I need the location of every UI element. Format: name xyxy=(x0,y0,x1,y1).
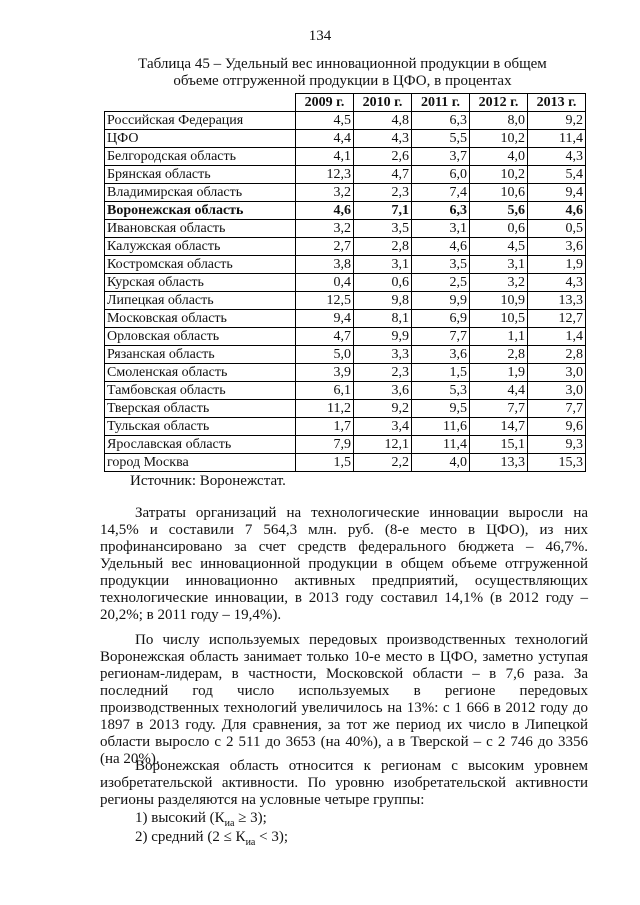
value-cell: 5,0 xyxy=(296,346,354,364)
table-row xyxy=(105,310,586,328)
value-cell: 3,5 xyxy=(412,256,470,274)
table-row xyxy=(105,202,586,220)
value-cell: 12,3 xyxy=(296,166,354,184)
value-cell: 10,2 xyxy=(470,166,528,184)
value-cell: 1,1 xyxy=(470,328,528,346)
value-cell: 7,4 xyxy=(412,184,470,202)
table-row xyxy=(105,274,586,292)
caption-line-2: объеме отгруженной продукции в ЦФО, в процентах xyxy=(173,73,512,89)
value-cell: 3,2 xyxy=(470,274,528,292)
value-cell: 12,7 xyxy=(528,310,586,328)
value-cell: 9,5 xyxy=(412,400,470,418)
value-cell: 3,6 xyxy=(412,346,470,364)
header-2011: 2011 г. xyxy=(412,94,470,112)
list-item-high xyxy=(135,810,267,829)
region-cell: Тамбовская область xyxy=(105,382,296,400)
value-cell: 11,4 xyxy=(412,436,470,454)
value-cell: 2,2 xyxy=(354,454,412,472)
value-cell: 4,3 xyxy=(528,274,586,292)
value-cell: 0,6 xyxy=(354,274,412,292)
value-cell: 2,3 xyxy=(354,184,412,202)
value-cell: 1,7 xyxy=(296,418,354,436)
table-row xyxy=(105,166,586,184)
header-2013: 2013 г. xyxy=(528,94,586,112)
value-cell: 9,4 xyxy=(528,184,586,202)
value-cell: 3,7 xyxy=(412,148,470,166)
value-cell: 4,1 xyxy=(296,148,354,166)
table-row xyxy=(105,346,586,364)
value-cell: 3,2 xyxy=(296,184,354,202)
header-2010: 2010 г. xyxy=(354,94,412,112)
region-cell: Тульская область xyxy=(105,418,296,436)
value-cell: 3,0 xyxy=(528,382,586,400)
table-row xyxy=(105,238,586,256)
value-cell: 6,3 xyxy=(412,202,470,220)
list-item-text: 1) высокий (К xyxy=(135,810,225,826)
table-header-row xyxy=(105,94,586,112)
value-cell: 5,4 xyxy=(528,166,586,184)
value-cell: 8,1 xyxy=(354,310,412,328)
table-row xyxy=(105,400,586,418)
value-cell: 3,1 xyxy=(412,220,470,238)
paragraph-text: По числу используемых передовых производственных технологий Воронежская область занимает только 10-е место в ЦФО, заметно уступая регионам-лидерам, в частности, Московской области – в 7,6 раза. За последний год число используемых в регионе передовых производственных технологий увеличилось на 13%: с 1 666 в 2012 году до 1897 в 2013 году. Для сравнения, за тот же период их число в Липецкой области выросло с 2 511 до 3653 (на 40%), а в Тверской – с 2 746 до 3356 (на 20%). xyxy=(100,632,588,767)
region-cell: Ивановская область xyxy=(105,220,296,238)
region-cell: Ярославская область xyxy=(105,436,296,454)
value-cell: 1,9 xyxy=(470,364,528,382)
header-2009: 2009 г. xyxy=(296,94,354,112)
value-cell: 10,9 xyxy=(470,292,528,310)
table-row xyxy=(105,364,586,382)
value-cell: 7,7 xyxy=(470,400,528,418)
region-cell: город Москва xyxy=(105,454,296,472)
table-row xyxy=(105,382,586,400)
value-cell: 4,7 xyxy=(354,166,412,184)
table-caption xyxy=(100,56,585,90)
table-row xyxy=(105,436,586,454)
region-cell: Белгородская область xyxy=(105,148,296,166)
region-cell: Калужская область xyxy=(105,238,296,256)
value-cell: 14,7 xyxy=(470,418,528,436)
table-row xyxy=(105,112,586,130)
table-row xyxy=(105,148,586,166)
list-item-text: < 3); xyxy=(255,829,288,845)
value-cell: 3,6 xyxy=(528,238,586,256)
value-cell: 1,5 xyxy=(296,454,354,472)
value-cell: 15,1 xyxy=(470,436,528,454)
paragraph-text: Затраты организаций на технологические инновации выросли на 14,5% и составили 7 564,3 млн. руб. (8-е место в ЦФО), из них профинансировано за счет средств федерального бюджета – 46,7%. Удельный вес инновационной продукции в общем объеме отгруженной продукции инновационно активных предприятий, осуществляющих технологические инновации, в 2013 году составил 14,1% (в 2012 году – 20,2%; в 2011 году – 19,4%). xyxy=(100,505,588,623)
list-item-medium xyxy=(135,829,288,848)
value-cell: 12,5 xyxy=(296,292,354,310)
value-cell: 9,9 xyxy=(354,328,412,346)
value-cell: 5,5 xyxy=(412,130,470,148)
table-row xyxy=(105,292,586,310)
region-cell: Липецкая область xyxy=(105,292,296,310)
value-cell: 4,6 xyxy=(528,202,586,220)
table-row xyxy=(105,220,586,238)
value-cell: 4,4 xyxy=(470,382,528,400)
paragraph-1 xyxy=(100,505,588,629)
value-cell: 4,8 xyxy=(354,112,412,130)
paragraph-3 xyxy=(100,758,588,814)
value-cell: 2,8 xyxy=(470,346,528,364)
region-cell: Тверская область xyxy=(105,400,296,418)
value-cell: 1,9 xyxy=(528,256,586,274)
table-source: Источник: Воронежстат. xyxy=(130,473,286,489)
value-cell: 2,3 xyxy=(354,364,412,382)
caption-line-1: Таблица 45 – Удельный вес инновационной продукции в общем xyxy=(138,56,547,72)
value-cell: 6,0 xyxy=(412,166,470,184)
region-cell: Владимирская область xyxy=(105,184,296,202)
value-cell: 13,3 xyxy=(470,454,528,472)
value-cell: 4,5 xyxy=(296,112,354,130)
value-cell: 4,6 xyxy=(296,202,354,220)
table-row xyxy=(105,130,586,148)
value-cell: 3,8 xyxy=(296,256,354,274)
value-cell: 9,3 xyxy=(528,436,586,454)
value-cell: 3,4 xyxy=(354,418,412,436)
value-cell: 10,5 xyxy=(470,310,528,328)
value-cell: 10,6 xyxy=(470,184,528,202)
value-cell: 4,4 xyxy=(296,130,354,148)
paragraph-text: Воронежская область относится к регионам с высоким уровнем изобретательской активности. По уровню изобретательской активности регионы разделяются на условные четыре группы: xyxy=(100,758,588,808)
value-cell: 2,8 xyxy=(354,238,412,256)
list-item-text: ≥ 3); xyxy=(234,810,267,826)
value-cell: 4,3 xyxy=(528,148,586,166)
value-cell: 3,9 xyxy=(296,364,354,382)
value-cell: 9,4 xyxy=(296,310,354,328)
value-cell: 3,5 xyxy=(354,220,412,238)
page-number: 134 xyxy=(308,28,332,44)
value-cell: 11,4 xyxy=(528,130,586,148)
region-cell: Рязанская область xyxy=(105,346,296,364)
value-cell: 3,2 xyxy=(296,220,354,238)
value-cell: 2,5 xyxy=(412,274,470,292)
value-cell: 9,2 xyxy=(528,112,586,130)
table-row xyxy=(105,328,586,346)
value-cell: 4,0 xyxy=(412,454,470,472)
region-cell: Смоленская область xyxy=(105,364,296,382)
value-cell: 13,3 xyxy=(528,292,586,310)
value-cell: 3,6 xyxy=(354,382,412,400)
value-cell: 3,1 xyxy=(354,256,412,274)
value-cell: 15,3 xyxy=(528,454,586,472)
value-cell: 0,4 xyxy=(296,274,354,292)
value-cell: 4,6 xyxy=(412,238,470,256)
value-cell: 4,7 xyxy=(296,328,354,346)
innovation-table xyxy=(104,93,586,472)
value-cell: 1,4 xyxy=(528,328,586,346)
value-cell: 7,1 xyxy=(354,202,412,220)
value-cell: 3,0 xyxy=(528,364,586,382)
value-cell: 9,6 xyxy=(528,418,586,436)
value-cell: 2,8 xyxy=(528,346,586,364)
list-item-text: 2) средний (2 ≤ К xyxy=(135,829,246,845)
value-cell: 5,6 xyxy=(470,202,528,220)
value-cell: 9,9 xyxy=(412,292,470,310)
subscript: иа xyxy=(224,818,235,829)
region-cell: Брянская область xyxy=(105,166,296,184)
table-row xyxy=(105,256,586,274)
value-cell: 4,3 xyxy=(354,130,412,148)
value-cell: 4,5 xyxy=(470,238,528,256)
paragraph-2 xyxy=(100,632,588,773)
value-cell: 9,2 xyxy=(354,400,412,418)
value-cell: 12,1 xyxy=(354,436,412,454)
value-cell: 9,8 xyxy=(354,292,412,310)
value-cell: 3,3 xyxy=(354,346,412,364)
value-cell: 4,0 xyxy=(470,148,528,166)
region-cell: ЦФО xyxy=(105,130,296,148)
value-cell: 11,6 xyxy=(412,418,470,436)
table-body xyxy=(105,112,586,472)
value-cell: 6,9 xyxy=(412,310,470,328)
value-cell: 10,2 xyxy=(470,130,528,148)
value-cell: 6,3 xyxy=(412,112,470,130)
table-row xyxy=(105,418,586,436)
value-cell: 0,5 xyxy=(528,220,586,238)
value-cell: 7,7 xyxy=(412,328,470,346)
region-cell: Воронежская область xyxy=(105,202,296,220)
table-row xyxy=(105,184,586,202)
region-cell: Орловская область xyxy=(105,328,296,346)
value-cell: 8,0 xyxy=(470,112,528,130)
region-cell: Костромская область xyxy=(105,256,296,274)
header-2012: 2012 г. xyxy=(470,94,528,112)
value-cell: 2,6 xyxy=(354,148,412,166)
region-cell: Московская область xyxy=(105,310,296,328)
value-cell: 5,3 xyxy=(412,382,470,400)
value-cell: 6,1 xyxy=(296,382,354,400)
table-row xyxy=(105,454,586,472)
value-cell: 1,5 xyxy=(412,364,470,382)
region-cell: Курская область xyxy=(105,274,296,292)
value-cell: 0,6 xyxy=(470,220,528,238)
value-cell: 3,1 xyxy=(470,256,528,274)
value-cell: 7,7 xyxy=(528,400,586,418)
header-corner xyxy=(105,94,296,112)
value-cell: 2,7 xyxy=(296,238,354,256)
value-cell: 7,9 xyxy=(296,436,354,454)
value-cell: 11,2 xyxy=(296,400,354,418)
subscript: иа xyxy=(245,837,256,848)
region-cell: Российская Федерация xyxy=(105,112,296,130)
